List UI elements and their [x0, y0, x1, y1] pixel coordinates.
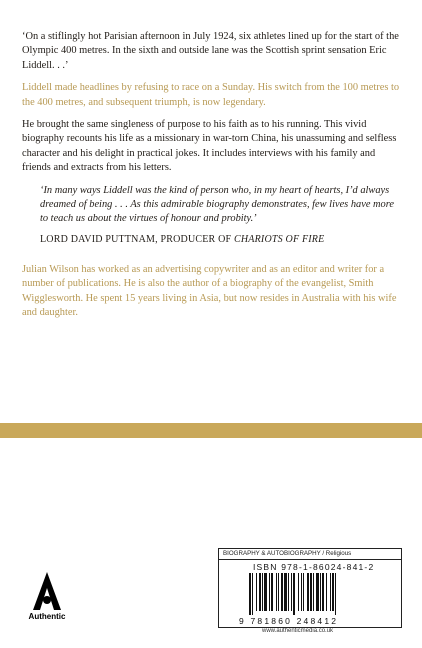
- barcode-bar: [249, 573, 251, 615]
- barcode-bar: [262, 573, 263, 611]
- barcode-bar: [259, 573, 261, 611]
- barcode-bar: [291, 573, 292, 611]
- endorsement-quote: ‘In many ways Liddell was the kind of person who, in my heart of hearts, I’d always dreamed of being . . . As this admirable biography demonstrates, few lives have more to teach us about the virtues of honour and probity.’: [40, 184, 395, 225]
- barcode-bar: [293, 573, 295, 615]
- barcode-bar: [322, 573, 324, 611]
- category-divider: [219, 559, 401, 560]
- barcode-bar: [256, 573, 257, 611]
- barcode-bar: [313, 573, 314, 611]
- barcode-bar: [332, 573, 334, 611]
- isbn-digits: 9 781860 248412: [239, 616, 339, 626]
- barcode-bar: [298, 573, 299, 611]
- barcode-bar: [276, 573, 277, 611]
- headlines-paragraph: Liddell made headlines by refusing to race on a Sunday. His switch from the 100 metres to the 400 metres, and subsequent triumph, is now legendary.: [22, 82, 400, 108]
- gold-band: [0, 423, 422, 438]
- barcode-bar: [326, 573, 327, 611]
- opening-quote: ‘On a stiflingly hot Parisian afternoon in July 1924, six athletes lined up for the start of the Olympic 400 metres. In the sixth and outside lane was the Scottish sprint sensation Eric Liddell. . .’: [22, 31, 399, 71]
- barcode-bar: [301, 573, 302, 611]
- barcode-bar: [264, 573, 267, 611]
- barcode-bar: [278, 573, 279, 611]
- blurb-section: [22, 30, 404, 329]
- authentic-logo-icon: [30, 570, 64, 632]
- endorsement-attribution: [40, 233, 404, 247]
- barcode-bars: [249, 573, 373, 615]
- barcode-bar: [284, 573, 287, 611]
- attribution-film: CHARIOTS OF FIRE: [234, 233, 325, 245]
- barcode-bar: [320, 573, 321, 611]
- barcode-bar: [316, 573, 319, 611]
- barcode-bar: [252, 573, 253, 615]
- publisher-website: www.authenticmedia.co.uk: [262, 628, 334, 634]
- barcode-bar: [310, 573, 312, 611]
- barcode-bar: [281, 573, 283, 611]
- publisher-name: Authentic: [28, 612, 66, 621]
- isbn-label: ISBN 978-1-86024-841-2: [253, 562, 375, 572]
- attribution-name: LORD DAVID PUTTNAM, PRODUCER OF: [40, 233, 232, 245]
- barcode-bar: [307, 573, 309, 611]
- barcode-bar: [303, 573, 304, 611]
- barcode-bar: [335, 573, 336, 615]
- barcode-bar: [288, 573, 289, 611]
- barcode-bar: [271, 573, 273, 611]
- category-label: BIOGRAPHY & AUTOBIOGRAPHY / Religious: [223, 550, 352, 557]
- biography-paragraph: He brought the same singleness of purpose to his faith as to his running. This vivid biography recounts his life as a missionary in war-torn China, his unassuming and selfless character and his delight in practical jokes. It includes interviews with his family and friends and extracts from his letters.: [22, 119, 397, 174]
- author-bio: Julian Wilson has worked as an advertising copywriter and as an editor and writer for a number of publications. He is also the author of a biography of the evangelist, Smith Wigglesworth. He spent 15 years living in Asia, but now resides in Australia with his wife and daughter.: [22, 263, 397, 319]
- barcode-box: [218, 548, 402, 628]
- barcode-bar: [269, 573, 270, 611]
- barcode-bar: [330, 573, 331, 611]
